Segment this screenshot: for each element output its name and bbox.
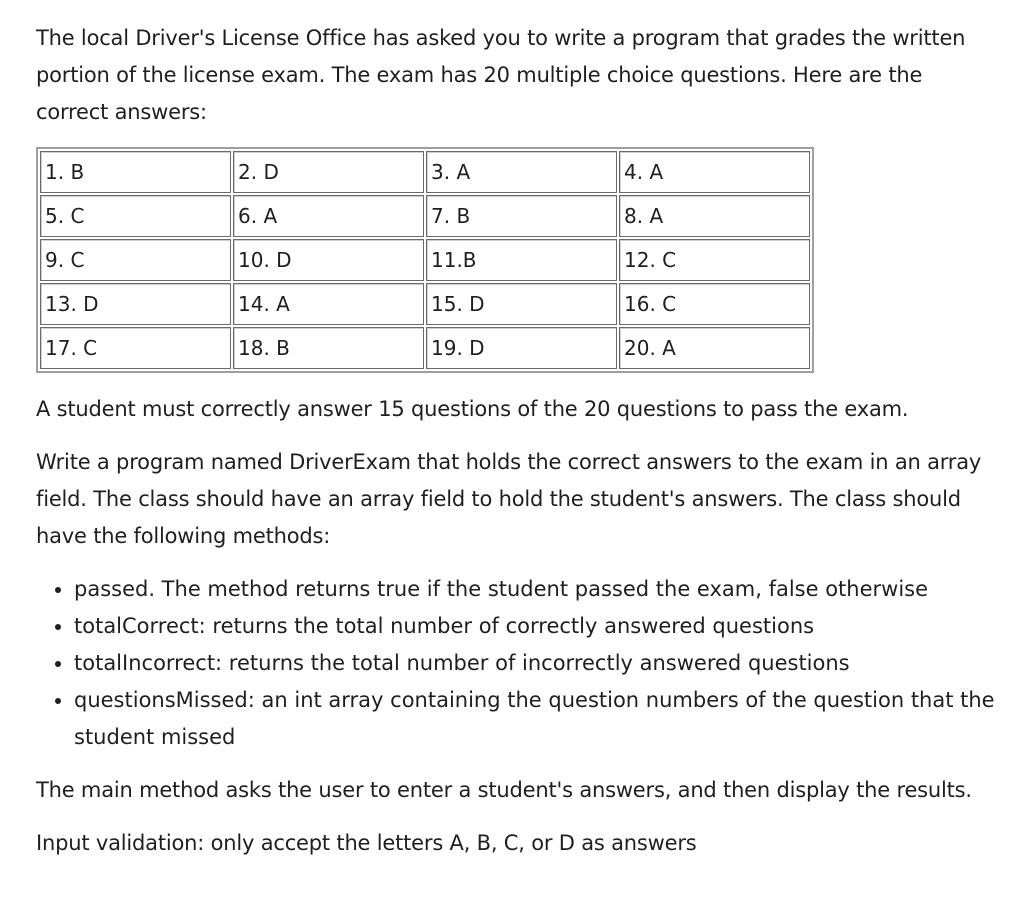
answer-cell: 19. D <box>426 327 617 369</box>
intro-paragraph: The local Driver's License Office has asked you to write a program that grades the written portion of the license exam. The exam has 20 multiple choice questions. Here are the correct answers: <box>36 26 966 124</box>
answer-cell: 12. C <box>619 239 810 281</box>
list-item: • totalIncorrect: returns the total number of incorrectly answered questions <box>74 645 1004 682</box>
answer-cell: 20. A <box>619 327 810 369</box>
main-method-paragraph: The main method asks the user to enter a student's answers, and then display the results. <box>36 778 972 802</box>
answer-cell: 4. A <box>619 151 810 193</box>
answer-cell: 16. C <box>619 283 810 325</box>
table-row <box>40 195 810 237</box>
answer-cell: 7. B <box>426 195 617 237</box>
answer-cell: 15. D <box>426 283 617 325</box>
answer-cell: 18. B <box>233 327 424 369</box>
answer-cell: 11.B <box>426 239 617 281</box>
answer-cell: 8. A <box>619 195 810 237</box>
answer-cell: 1. B <box>40 151 231 193</box>
answer-cell: 14. A <box>233 283 424 325</box>
pass-requirement: A student must correctly answer 15 questions of the 20 questions to pass the exam. <box>36 397 909 421</box>
answer-cell: 5. C <box>40 195 231 237</box>
table-row <box>40 327 810 369</box>
input-validation-paragraph: Input validation: only accept the letters A, B, C, or D as answers <box>36 831 697 855</box>
answer-cell: 17. C <box>40 327 231 369</box>
table-row <box>40 283 810 325</box>
answer-cell: 2. D <box>233 151 424 193</box>
answer-cell: 3. A <box>426 151 617 193</box>
methods-list <box>36 571 1004 756</box>
answer-cell: 6. A <box>233 195 424 237</box>
list-item: • passed. The method returns true if the student passed the exam, false otherwise <box>74 571 1004 608</box>
list-item: • totalCorrect: returns the total number of correctly answered questions <box>74 608 1004 645</box>
list-item: • questionsMissed: an int array containing the question numbers of the question that the student missed <box>74 682 1004 756</box>
answer-cell: 10. D <box>233 239 424 281</box>
table-row <box>40 239 810 281</box>
answer-cell: 13. D <box>40 283 231 325</box>
table-row <box>40 151 810 193</box>
class-description: Write a program named DriverExam that holds the correct answers to the exam in an array field. The class should have an array field to hold the student's answers. The class should have the following methods: <box>36 450 982 548</box>
answer-key-table <box>36 147 814 373</box>
answer-cell: 9. C <box>40 239 231 281</box>
